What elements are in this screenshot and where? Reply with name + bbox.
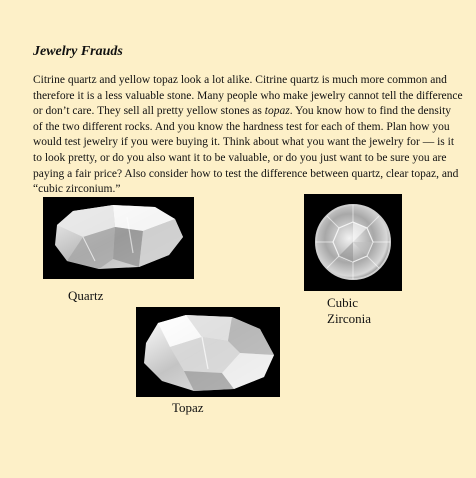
paragraph-emphasis: topaz [264, 105, 290, 118]
quartz-crystal-image [43, 197, 194, 279]
cubic-zirconia-photo [304, 194, 402, 291]
cubic-zirconia-caption [327, 295, 397, 327]
cubic-zirconia-gem-image [304, 194, 402, 291]
article-title: Jewelry Frauds [33, 44, 123, 59]
quartz-photo [43, 197, 194, 279]
cubic-zirconia-caption-line-1: Cubic [327, 295, 359, 310]
article-paragraph [33, 73, 463, 198]
topaz-caption: Topaz [172, 400, 204, 415]
cubic-zirconia-caption-line-2: Zirconia [327, 311, 372, 326]
paragraph-part-1: Citrine quartz and yellow topaz look a lot alike. Citrine quartz is much more common and therefore it is a less valuable stone. Many people who make jewelry cannot tell the difference or don’t care. They sell all pretty yellow stones as [33, 74, 463, 118]
paragraph-part-2: . You know how to find the density of the two different rocks. And you know the hardness test for each of them. Plan how you would test jewelry if you were buying it. Think about what you want the jewelry for — is it to look pretty, or do you also want it to be valuable, or do you just want to be sure you are paying a fair price? Also consider how to test the difference between quartz, clear topaz, and “cubic zirconium.” [33, 105, 459, 196]
topaz-crystal-image [136, 307, 280, 397]
topaz-photo [136, 307, 280, 397]
quartz-caption: Quartz [68, 288, 104, 303]
